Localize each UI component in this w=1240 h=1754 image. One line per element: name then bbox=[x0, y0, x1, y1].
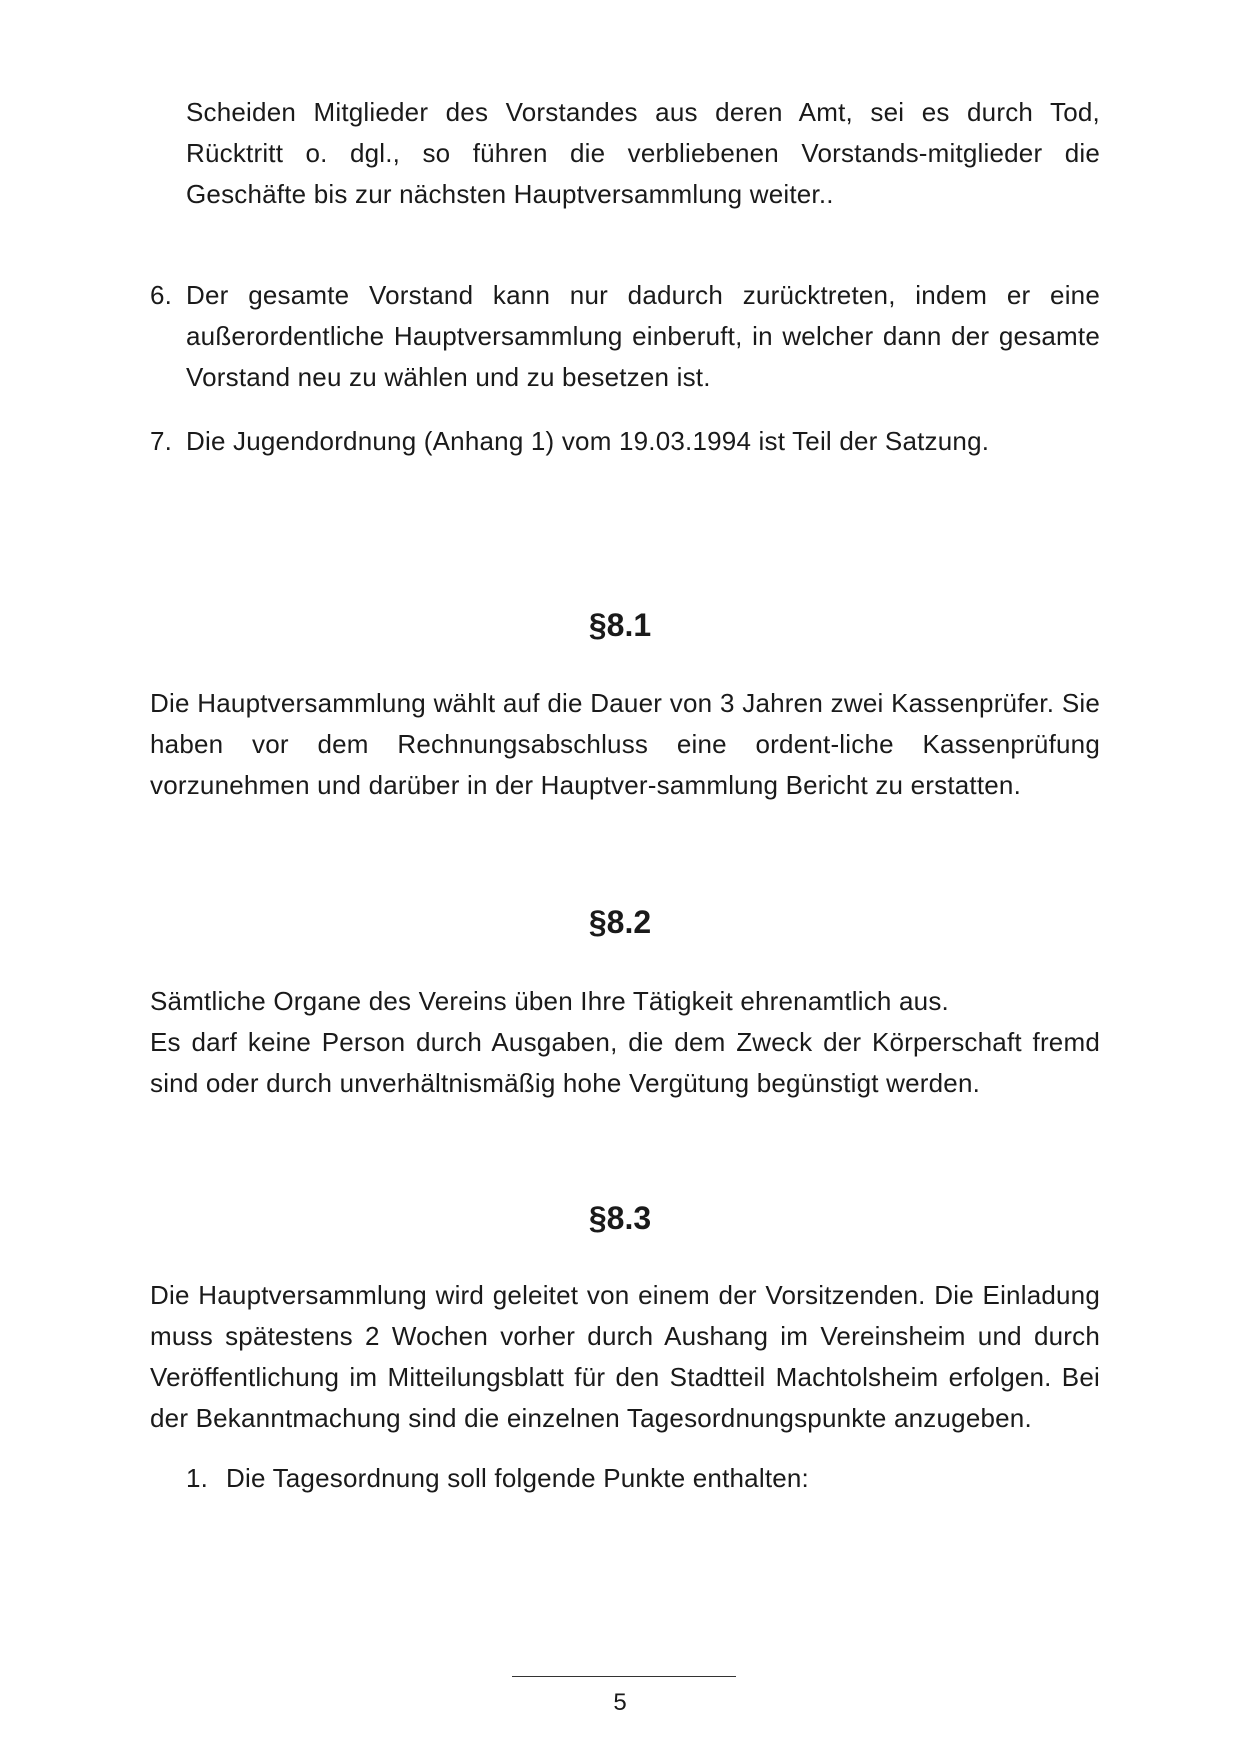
agenda-list-item-1 bbox=[186, 1458, 1100, 1499]
section-heading-8-1: §8.1 bbox=[588, 607, 652, 643]
continuation-paragraph: Scheiden Mitglieder des Vorstandes aus deren Amt, sei es durch Tod, Rücktritt o. dgl., so führen die verbliebenen Vorstands-mitglieder die Geschäfte bis zur nächsten Hauptversammlung weiter.. bbox=[186, 97, 1100, 209]
list-item-7 bbox=[150, 421, 1100, 462]
list-item-number: 7. bbox=[150, 426, 173, 456]
list-item-text: Der gesamte Vorstand kann nur dadurch zurücktreten, indem er eine außerordentliche Hauptversammlung einberuft, in welcher dann der gesamte Vorstand neu zu wählen und zu besetzen ist. bbox=[186, 280, 1100, 392]
agenda-item-text: Die Tagesordnung soll folgende Punkte enthalten: bbox=[226, 1463, 809, 1493]
agenda-item-number: 1. bbox=[186, 1463, 209, 1493]
list-item-6 bbox=[150, 275, 1100, 398]
list-item-number: 6. bbox=[150, 280, 173, 310]
list-item-text: Die Jugendordnung (Anhang 1) vom 19.03.1994 ist Teil der Satzung. bbox=[186, 426, 990, 456]
footer-divider bbox=[512, 1676, 736, 1677]
section-8-2-first-line: Sämtliche Organe des Vereins üben Ihre Tätigkeit ehrenamtlich aus. bbox=[150, 986, 949, 1016]
section-8-2-paragraph: Es darf keine Person durch Ausgaben, die dem Zweck der Körperschaft fremd sind oder durch unverhältnismäßig hohe Vergütung begünstigt werden. bbox=[150, 1027, 1100, 1098]
page-number: 5 bbox=[613, 1689, 627, 1716]
section-8-1-paragraph: Die Hauptversammlung wählt auf die Dauer von 3 Jahren zwei Kassenprüfer. Sie haben vor dem Rechnungsabschluss eine ordent-liche Kassenprüfung vorzunehmen und darüber in der Hauptver-sammlung Bericht zu erstatten. bbox=[150, 688, 1100, 800]
section-8-3-paragraph: Die Hauptversammlung wird geleitet von einem der Vorsitzenden. Die Einladung muss spätestens 2 Wochen vorher durch Aushang im Vereinsheim und durch Veröffentlichung im Mitteilungsblatt für den Stadtteil Machtolsheim erfolgen. Bei der Bekanntmachung sind die einzelnen Tagesordnungspunkte anzugeben. bbox=[150, 1280, 1100, 1433]
section-heading-8-3: §8.3 bbox=[588, 1200, 652, 1236]
section-heading-8-2: §8.2 bbox=[588, 904, 652, 940]
